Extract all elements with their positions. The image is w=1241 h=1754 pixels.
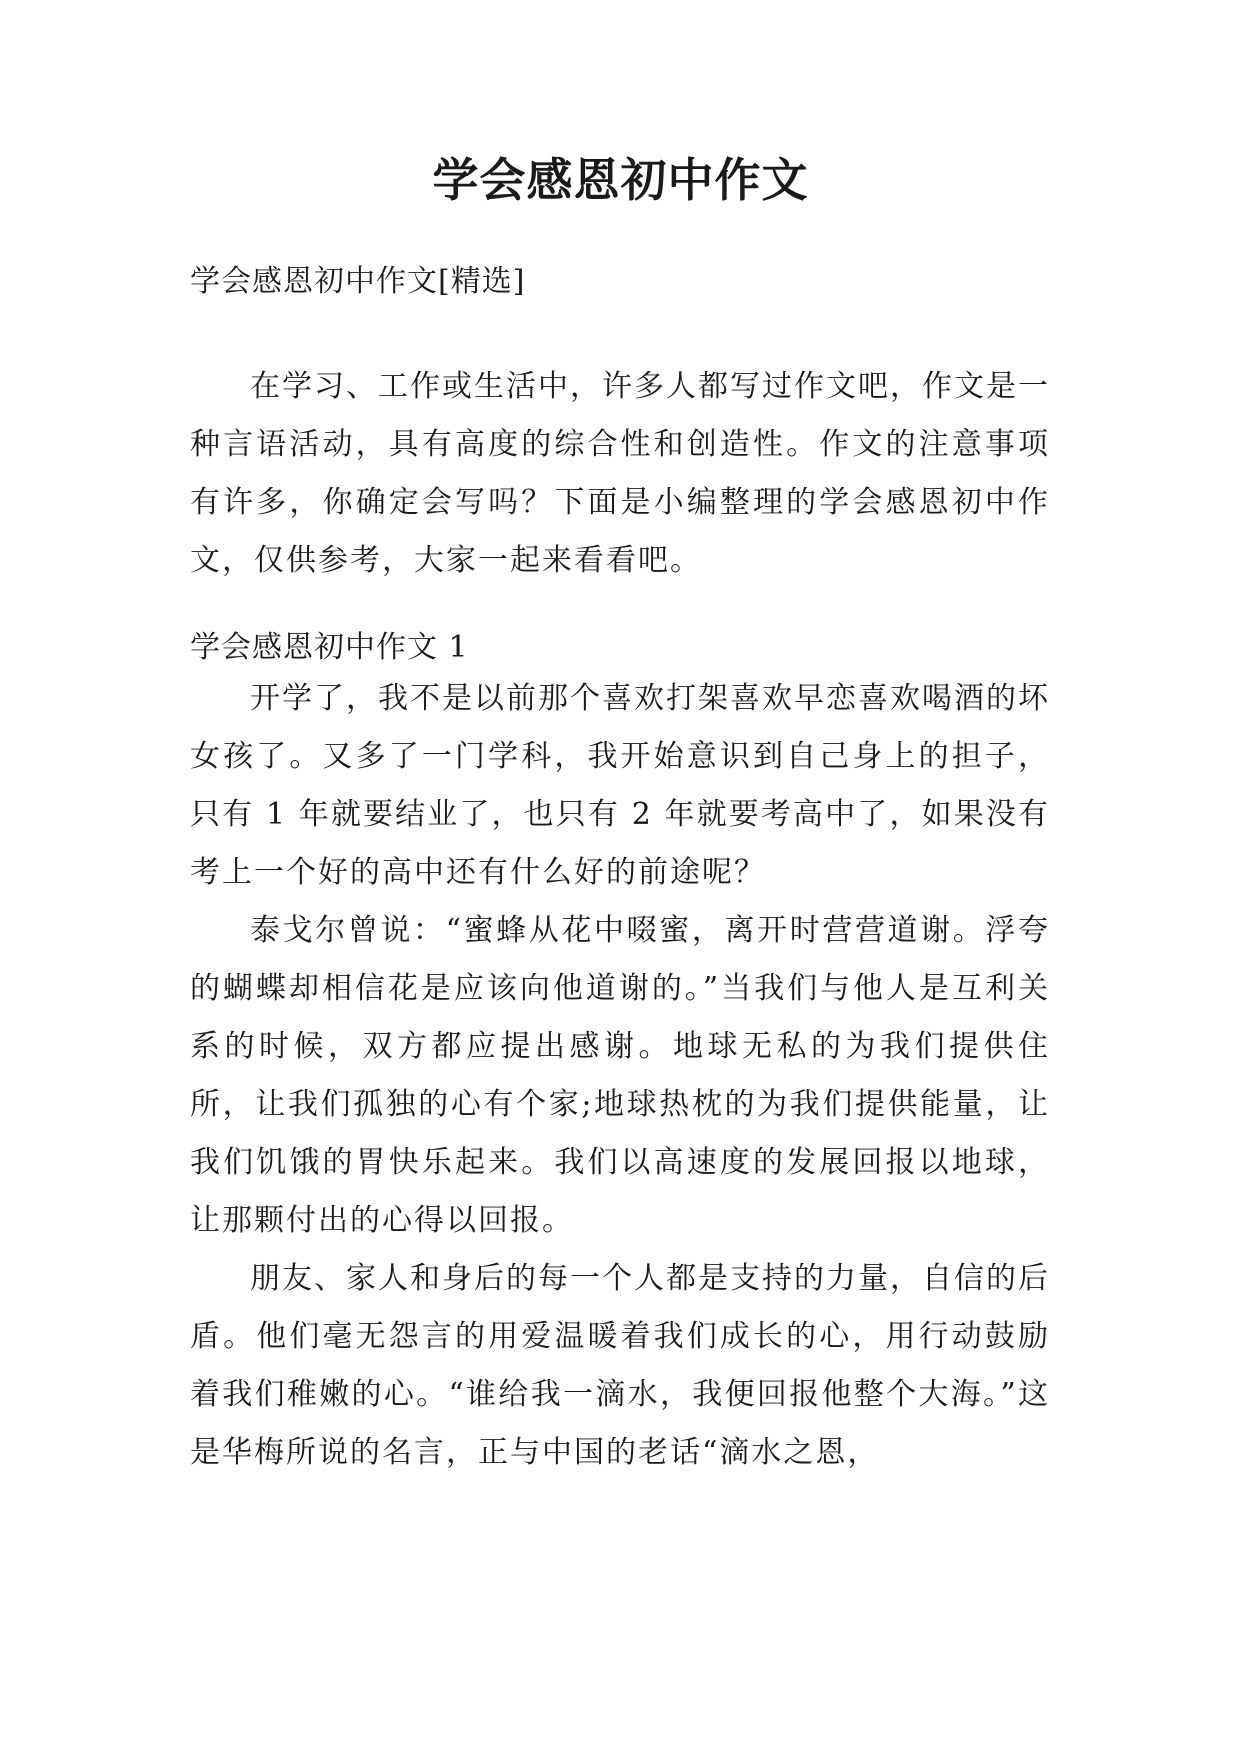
body-paragraph-1: 开学了，我不是以前那个喜欢打架喜欢早恋喜欢喝酒的坏女孩了。又多了一门学科，我开始意识到自己身上的担子，只有 1 年就要结业了，也只有 2 年就要考高中了，如果没有考上一个好的高中还有什么好的前途呢？ — [190, 681, 1050, 890]
section-heading: 学会感恩初中作文 1 — [190, 630, 469, 665]
body-paragraph-3: 朋友、家人和身后的每一个人都是支持的力量，自信的后盾。他们毫无怨言的用爱温暖着我们成长的心，用行动鼓励着我们稚嫩的心。“谁给我一滴水，我便回报他整个大海。”这是华梅所说的名言，正与中国的老话“滴水之恩， — [190, 1261, 1050, 1470]
document-title: 学会感恩初中作文 — [432, 153, 809, 207]
body-paragraph-2: 泰戈尔曾说：“蜜蜂从花中啜蜜，离开时营营道谢。浮夸的蝴蝶却相信花是应该向他道谢的。”当我们与他人是互利关系的时候，双方都应提出感谢。地球无私的为我们提供住所，让我们孤独的心有个家;地球热枕的为我们提供能量，让我们饥饿的胃快乐起来。我们以高速度的发展回报以地球，让那颗付出的心得以回报。 — [190, 913, 1050, 1238]
intro-paragraph: 在学习、工作或生活中，许多人都写过作文吧，作文是一种言语活动，具有高度的综合性和创造性。作文的注意事项有许多，你确定会写吗？下面是小编整理的学会感恩初中作文，仅供参考，大家一起来看看吧。 — [190, 369, 1050, 578]
document-subtitle: 学会感恩初中作文[精选] — [190, 264, 526, 299]
